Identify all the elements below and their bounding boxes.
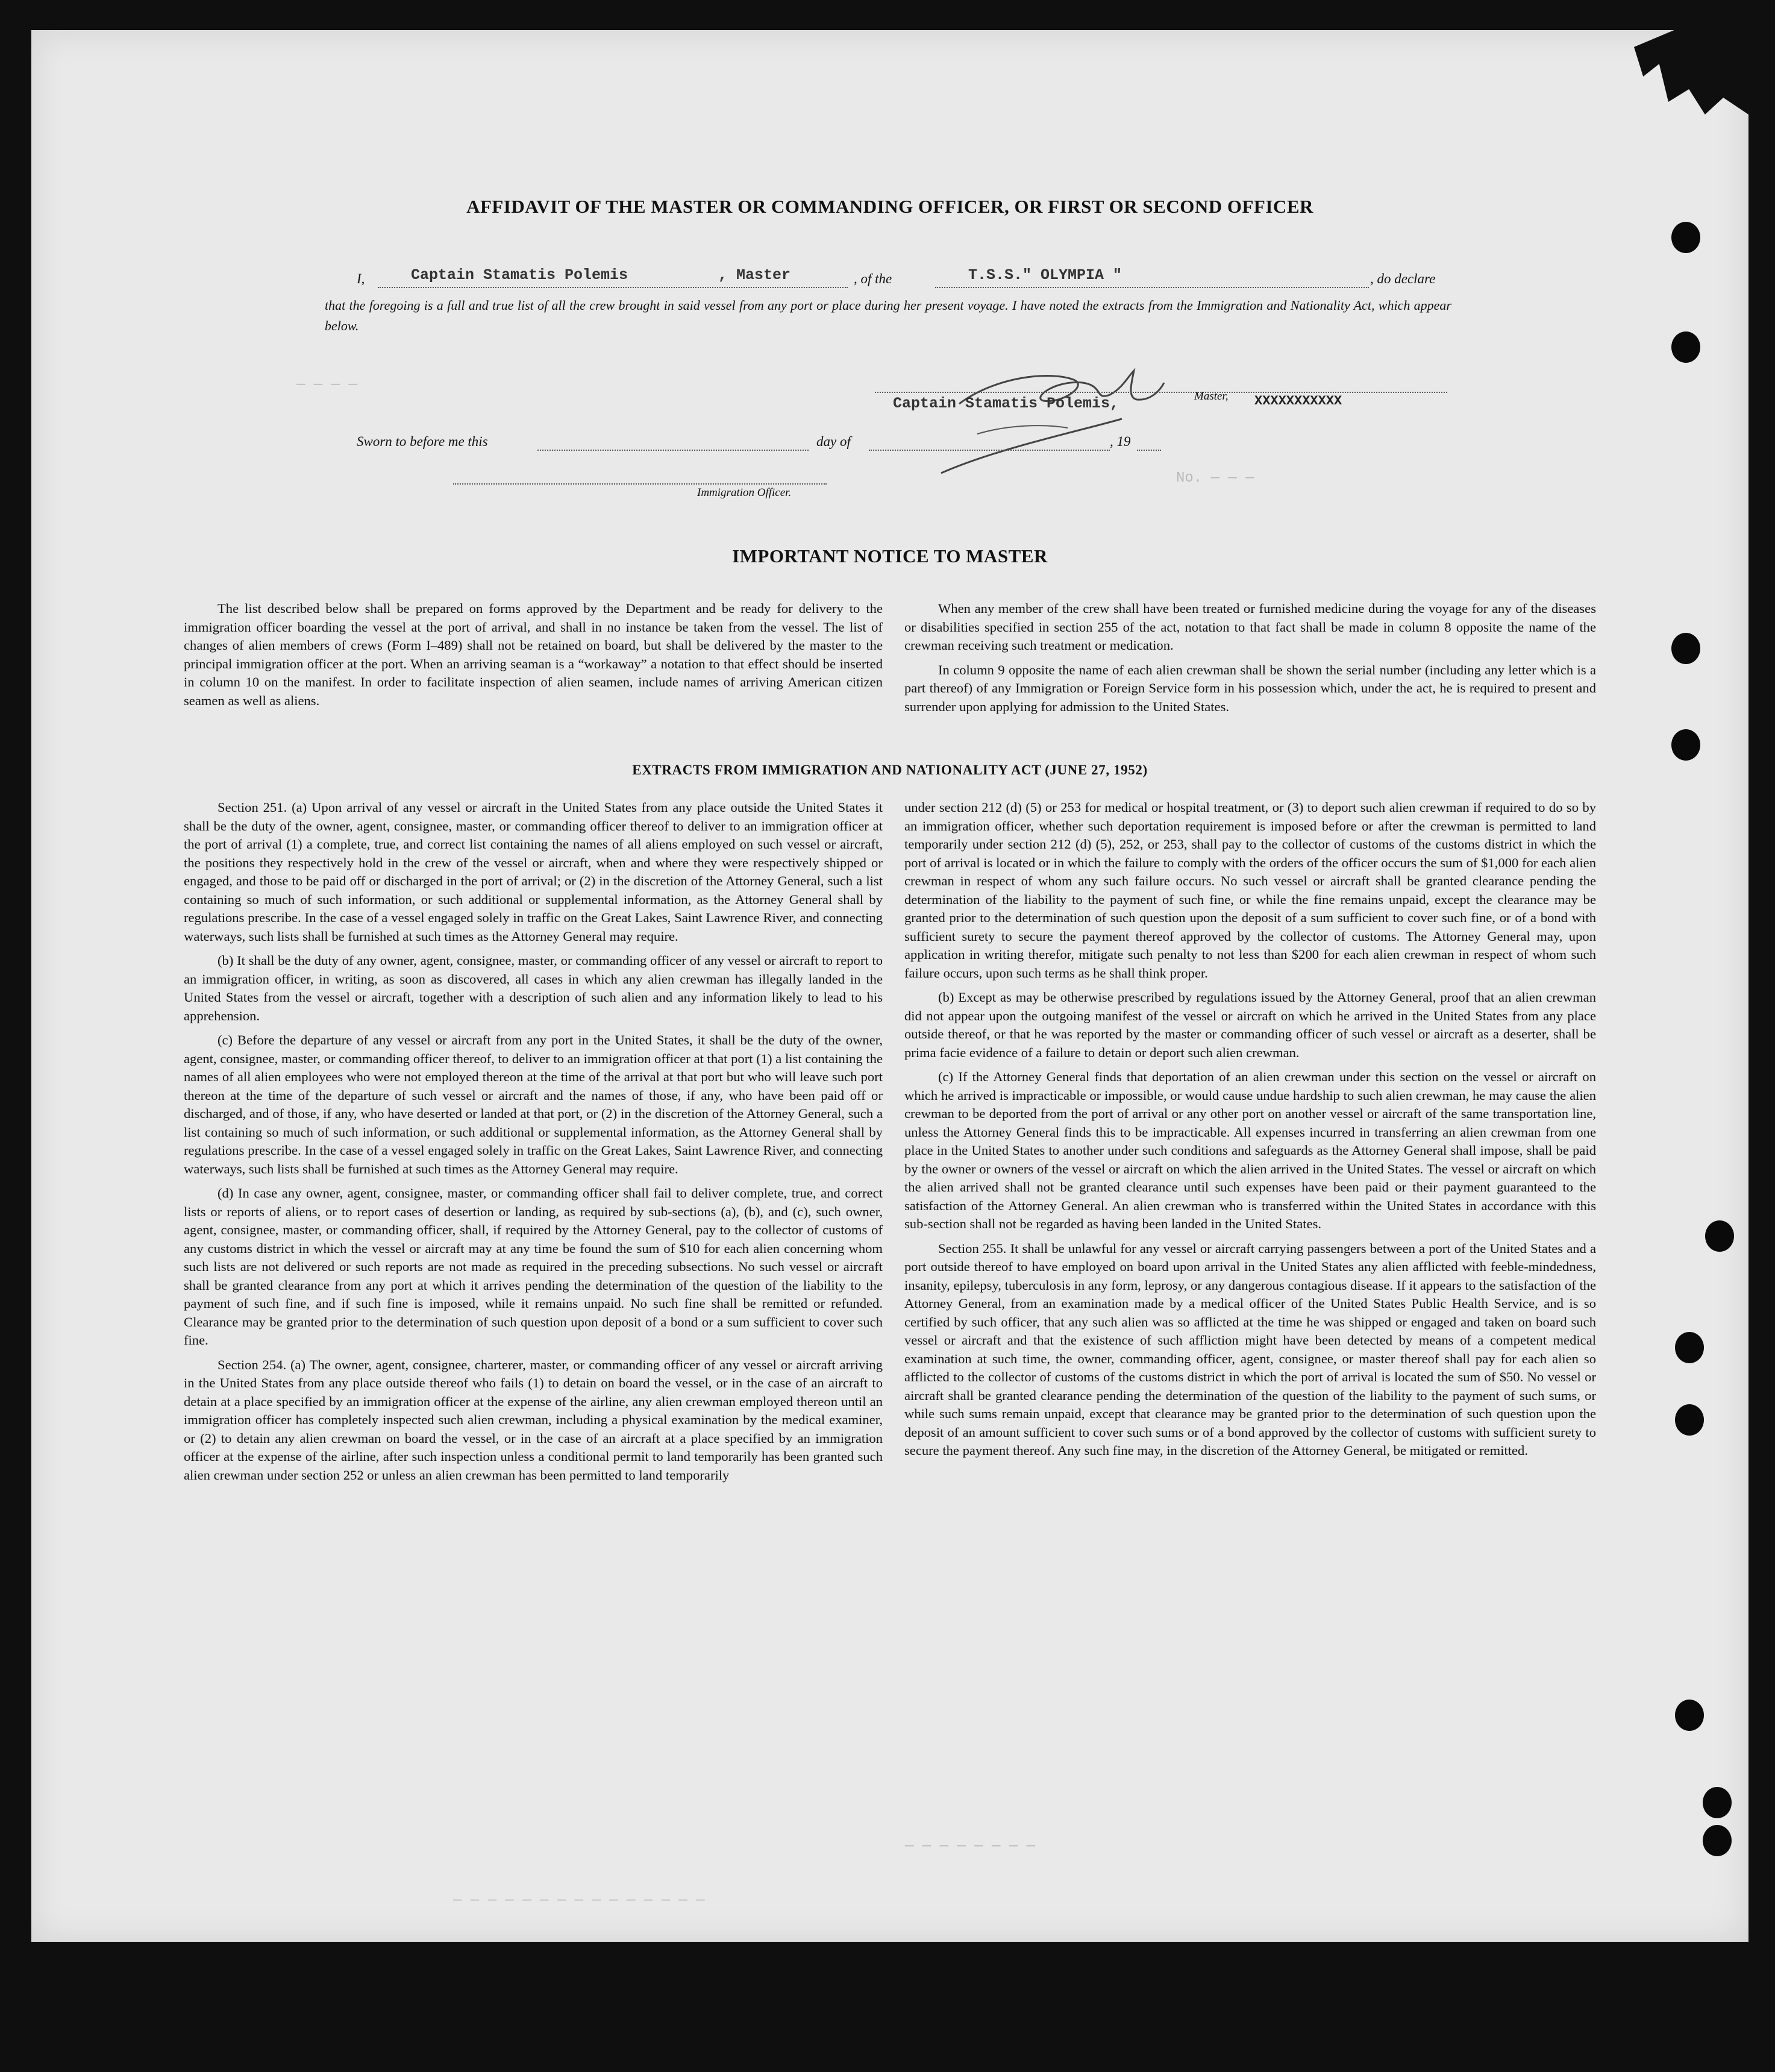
day-of-label: day of xyxy=(816,434,851,449)
notice-paragraph: The list described below shall be prepared on forms approved by the Department and be ready for delivery to the immigration officer boarding the vessel at the port of arrival, and shall in no instance be taken from the vessel. The list of changes of alien members of crews (Form I–489) shall not be retained on board, but shall be delivered by the master to the principal immigration officer at the port. When an arriving seaman is a “workaway” a notation to that effect should be inserted in column 10 on the manifest. In order to facilitate inspection of alien seamen, include names of arriving American citizen seamen as well as aliens. xyxy=(184,601,883,708)
torn-corner xyxy=(1634,30,1748,115)
master-signature xyxy=(923,353,1176,479)
bleed-through-text: — — — — — — — — xyxy=(905,1838,1036,1854)
section-251-d: (d) In case any owner, agent, consignee, master, or commanding officer shall fail to deliver complete, true, and correct lists or reports of aliens, or to report cases of desertion or landing, as required by sub-sections (a), (b), and (c), such owner, agent, consignee, master, or commanding officer, shall, if required by the Attorney General, pay to the collector of customs of any customs district in which the vessel or aircraft may at any time be found the sum of $10 for each alien concerning whom such lists are not delivered or such reports are not made as required in the preceding subsections. No such vessel or aircraft shall be granted clearance from any port at which it arrives pending the determination of the question of the liability to the payment of such fine, and if such fine is imposed, while it remains unpaid. No such fine shall be remitted or refunded. Clearance may be granted prior to the determination of such question upon deposit of a bond or a sum sufficient to cover such fine. xyxy=(184,1185,883,1348)
extracts-right-column xyxy=(904,799,1596,1466)
section-255: Section 255. It shall be unlawful for any vessel or aircraft carrying passengers between a port of the United States and a port outside thereof to have employed on board upon arrival in the United States any alien afflicted with feeble-mindedness, insanity, epilepsy, tuberculosis in any form, leprosy, or any dangerous contagious disease. If it appears to the satisfaction of the Attorney General, from an examination made by a medical officer of the United States Public Health Service, and is so certified by such officer, that any such alien was so afflicted at the time he was shipped or engaged and taken on board such vessel or aircraft and that the existence of such affliction might have been detected by means of a competent medical examination at such time, the owner, commanding officer, agent, consignee, or master thereof shall pay for each alien so afflicted to the collector of customs of the customs district in which the port of arrival is located the sum of $50. No vessel or aircraft shall be granted clearance pending the determination of the question of the liability to the payment of such sums, or while such sums remain unpaid, except that clearance may be granted prior to the determination of such question upon the deposit of an amount sufficient to cover such sums or of a bond approved by the collector of customs with sufficient surety to secure the payment thereof. Any such fine may, in the discretion of the Attorney General, be mitigated or remitted. xyxy=(904,1240,1596,1458)
affidavit-title: AFFIDAVIT OF THE MASTER OR COMMANDING OFFICER, OR FIRST OR SECOND OFFICER xyxy=(466,196,1313,217)
immigration-officer-label: Immigration Officer. xyxy=(697,486,792,499)
binder-hole xyxy=(1671,633,1700,664)
signature-role-label: Master, xyxy=(1194,390,1229,403)
binder-hole xyxy=(1671,222,1700,253)
vessel-name-value: T.S.S." OLYMPIA " xyxy=(968,266,1122,284)
notice-paragraph: When any member of the crew shall have been treated or furnished medicine during the voyage for any of the diseases or disabilities specified in section 255 of the act, notation to that fact shall be made in column 8 opposite the name of the crewman receiving such treatment or medication. xyxy=(904,601,1596,653)
notice-right-column xyxy=(904,600,1596,722)
binder-hole xyxy=(1703,1787,1732,1818)
notice-paragraph: In column 9 opposite the name of each alien crewman shall be shown the serial number (including any letter which is a part thereof) of any Immigration or Foreign Service form in his possession which, under the act, he is required to present and surrender upon applying for admission to the United States. xyxy=(904,662,1596,714)
signature-line xyxy=(875,392,1447,393)
section-254-c: (c) If the Attorney General finds that deportation of an alien crewman under this section on the vessel or aircraft on which he arrived is impracticable or impossible, or would cause undue hardship to such alien crewman, he may cause the alien crewman to be deported from the port of arrival or any other port on another vessel or aircraft of the same transportation line, unless the Attorney General finds this to be impracticable. All expenses incurred in transferring an alien crewman from one place in the United States to another under such conditions and safeguards as the Attorney General shall impose, shall be paid by the owner or owners of the vessel or aircraft on which the alien arrived in the United States. The vessel or aircraft on which the alien arrived shall not be granted clearance until such expenses have been paid or their payment guaranteed to the satisfaction of the Attorney General. An alien crewman who is transferred within the United States in accordance with this sub-section shall not be regarded as having been landed in the United States. xyxy=(904,1069,1596,1231)
sworn-label: Sworn to before me this xyxy=(357,434,488,449)
binder-hole xyxy=(1671,331,1700,363)
signature-name-value: Captain Stamatis Polemis, xyxy=(893,395,1119,412)
binder-hole xyxy=(1675,1332,1704,1363)
document-page xyxy=(31,30,1748,1942)
declaration-text: that the foregoing is a full and true list of all the crew brought in said vessel from any port or place during her present voyage. I have noted the extracts from the Immigration and Nationality Act, which appear below. xyxy=(325,298,1451,333)
binder-hole xyxy=(1675,1700,1704,1731)
sworn-year-line xyxy=(1137,450,1161,451)
of-the-label: , of the xyxy=(854,271,892,286)
section-254-b: (b) Except as may be otherwise prescribed by regulations issued by the Attorney General, proof that an alien crewman did not appear upon the outgoing manifest of the vessel or aircraft on which he arrived in the United States from any place outside thereof, or that he was reported by the master or commanding officer of such vessel or aircraft as a deserter, shall be prima facie evidence of a failure to detain or deport such alien crewman. xyxy=(904,990,1596,1060)
extracts-left-column xyxy=(184,799,883,1490)
section-251-a: Section 251. (a) Upon arrival of any vessel or aircraft in the United States from any place outside the United States it shall be the duty of the owner, agent, consignee, master, or commanding officer thereof to deliver to an immigration officer at the port of arrival (1) a complete, true, and correct list containing the names of all aliens employed on such vessel or aircraft, the positions they respectively hold in the crew of the vessel or aircraft, when and where they were respectively shipped or engaged, and those to be paid off or discharged in the port of arrival; or (2) in the discretion of the Attorney General, such a list containing so much of such information, or such additional or supplemental information, as the Attorney General shall by regulations prescribe. In the case of a vessel engaged solely in traffic on the Great Lakes, Saint Lawrence River, and connecting waterways, such lists shall be furnished at such times as the Attorney General may require. xyxy=(184,800,883,944)
binder-hole xyxy=(1703,1825,1732,1856)
immigration-officer-line xyxy=(453,483,827,485)
year-label: , 19 xyxy=(1110,434,1131,449)
section-254-a: Section 254. (a) The owner, agent, consignee, charterer, master, or commanding officer of any vessel or aircraft arriving in the United States from any place outside thereof who fails (1) to detain on board the vessel, or in the case of an aircraft to detain at a place specified by an immigration officer at the expense of the airline, any alien crewman employed thereon until an immigration officer has completely inspected such alien crewman, including a physical examination by the medical examiner, or (2) to detain any alien crewman on board the vessel, or in the case of an aircraft at a place specified by an immigration officer at the expense of the airline, after such inspection unless a conditional permit to land temporarily has been granted such alien crewman under section 252 or unless an alien crewman has been permitted to land temporarily xyxy=(184,1357,883,1483)
binder-hole xyxy=(1675,1404,1704,1436)
sworn-month-line xyxy=(869,450,1110,451)
do-declare-label: , do declare xyxy=(1370,271,1436,286)
master-name-value: Captain Stamatis Polemis xyxy=(411,266,628,284)
section-251-c: (c) Before the departure of any vessel or aircraft from any port in the United States, it shall be the duty of the owner, agent, consignee, master, or commanding officer thereof, to deliver to an immigration officer at that port (1) a list containing the names of all alien employees who were not employed thereon at the time of the arrival at that port but who will leave such port thereon at the time of the departure of such vessel or aircraft and the names of those, if any, who have been paid off or discharged, and of those, if any, who have deserted or landed at that port, or (2) in the discretion of the Attorney General, such a list containing so much of such information, or such additional or supplemental information, as the Attorney General shall by regulations prescribe. In the case of a vessel engaged solely in traffic on the Great Lakes, Saint Lawrence River, and connecting waterways, such lists shall be furnished at such times as the Attorney General may require. xyxy=(184,1032,883,1176)
bleed-through-text: No. — — — xyxy=(1176,470,1254,486)
binder-hole xyxy=(1671,729,1700,761)
bleed-through-text: — — — — xyxy=(296,377,357,393)
notice-left-column xyxy=(184,600,883,716)
struck-out-text: XXXXXXXXXXX xyxy=(1254,394,1342,409)
section-254-a-continued: under section 212 (d) (5) or 253 for medical or hospital treatment, or (3) to deport such alien crewman if required to do so by an immigration officer, whether such deportation requirement is imposed before or after the crewman is permitted to land temporarily under section 212 (d) (5), 252, or 253, shall pay to the collector of customs of the customs district in which the port of arrival is located or in which the failure to comply with the orders of the officer occurs the sum of $1,000 for each alien crewman in respect of whom any such failure occurs. No such vessel or aircraft shall be granted clearance pending the determination of the liability to the payment of such fine, or while the fine remains unpaid, except the clearance may be granted prior to the determination of such question upon the deposit of a sum sufficient to cover such fine, or of a bond with sufficient surety to secure the payment thereof approved by the collector of customs. The Attorney General may, upon application in writing therefor, mitigate such penalty to not less than $200 for each alien crewman in respect of whom such failure occurs, upon such terms as he shall think proper. xyxy=(904,800,1596,981)
master-title-value: , Master xyxy=(718,266,791,284)
vessel-name-line xyxy=(935,287,1369,288)
master-name-line xyxy=(378,287,848,288)
notice-title: IMPORTANT NOTICE TO MASTER xyxy=(732,545,1048,567)
sworn-day-line xyxy=(537,450,809,451)
section-251-b: (b) It shall be the duty of any owner, agent, consignee, master, or commanding officer of any vessel or aircraft to report to an immigration officer, in writing, as soon as discovered, all cases in which any alien crewman has illegally landed in the United States from the vessel or aircraft, together with a description of such alien and any information likely to lead to his apprehension. xyxy=(184,953,883,1023)
extracts-title: EXTRACTS FROM IMMIGRATION AND NATIONALITY ACT (JUNE 27, 1952) xyxy=(632,762,1148,777)
i-label: I, xyxy=(357,271,365,286)
binder-hole xyxy=(1705,1220,1734,1252)
bleed-through-text: — — — — — — — — — — — — — — — xyxy=(453,1892,705,1909)
